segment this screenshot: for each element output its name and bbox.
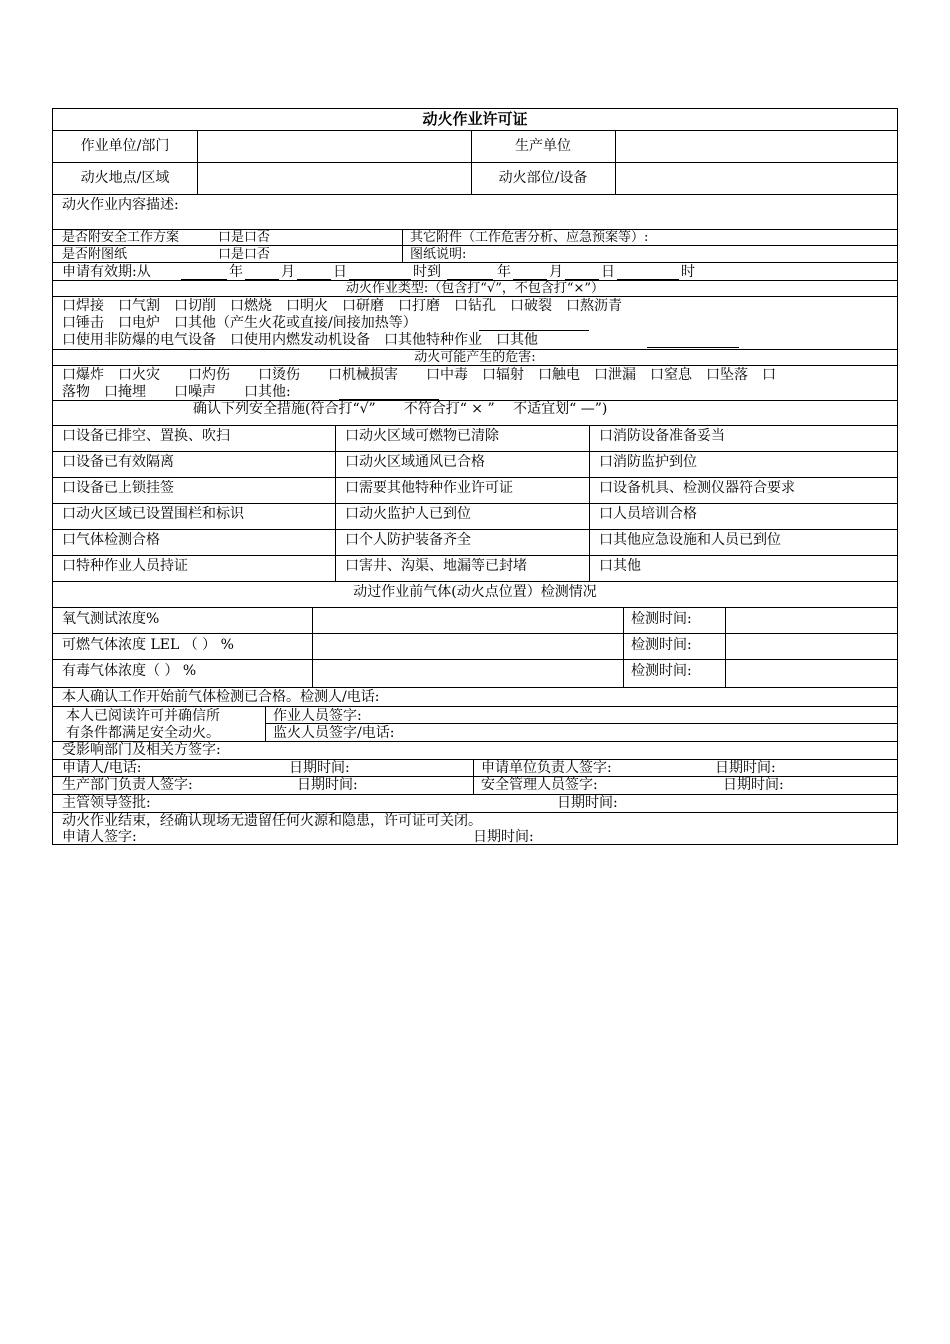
measure-item: 口害井、沟渠、地漏等已封堵	[345, 558, 527, 574]
applicant-signature-label: 申请人签字:	[62, 829, 137, 845]
fire-watcher-signature-label: 监火人员签字/电话:	[273, 725, 395, 741]
measure-item: 口人员培训合格	[599, 506, 697, 522]
measure-item: 口动火区域已设置围栏和标识	[62, 506, 244, 522]
form-title: 动火作业许可证	[422, 110, 528, 128]
measure-item: 口消防设备准备妥当	[599, 428, 725, 444]
description-label: 动火作业内容描述:	[62, 197, 179, 213]
affected-departments-signature: 受影响部门及相关方签字:	[62, 742, 221, 758]
read-permit-statement-2: 有条件都满足安全动火。	[66, 725, 220, 741]
validity-month: 月	[281, 264, 295, 280]
other-attachment-label: 其它附件（工作危害分析、应急预案等）:	[410, 230, 649, 245]
oxygen-concentration-label: 氧气测试浓度%	[62, 611, 160, 627]
measure-item: 口个人防护装备齐全	[345, 532, 471, 548]
work-type-line-1: 口焊接 口气割 口切削 口燃烧 口明火 口研磨 口打磨 口钻孔 口破裂 口熬沥青	[62, 298, 622, 314]
gas-test-confirmation: 本人确认工作开始前气体检测已合格。检测人/电话:	[62, 689, 380, 705]
measure-item: 口设备机具、检测仪器符合要求	[599, 480, 795, 496]
measure-item: 口其他应急设施和人员已到位	[599, 532, 781, 548]
detection-time-label: 检测时间:	[631, 611, 692, 627]
date-time-label: 日期时间:	[473, 829, 534, 845]
divider	[53, 555, 897, 556]
date-time-label: 日期时间:	[289, 760, 350, 776]
drawing-question: 是否附图纸 口是口否	[62, 247, 271, 262]
drawing-description-label: 图纸说明:	[410, 247, 467, 262]
safety-manager-label: 安全管理人员签字:	[481, 777, 598, 793]
validity-month-end: 月	[549, 264, 563, 280]
measure-item: 口动火监护人已到位	[345, 506, 471, 522]
toxic-gas-label: 有毒气体浓度（ ） %	[62, 663, 197, 679]
divider	[265, 723, 897, 724]
safety-plan-question: 是否附安全工作方案 口是口否	[62, 230, 271, 245]
validity-from-label: 申请有效期:从	[62, 264, 151, 280]
measure-item: 口设备已有效隔离	[62, 454, 174, 470]
validity-day-end: 日	[601, 264, 615, 280]
divider	[53, 687, 897, 688]
measure-item: 口设备已上锁挂签	[62, 480, 174, 496]
divider	[53, 451, 897, 452]
read-permit-statement-1: 本人已阅读许可并确信所	[66, 708, 220, 724]
detection-time-label: 检测时间:	[631, 663, 692, 679]
blank-line	[479, 330, 589, 331]
hot-work-permit-form	[52, 108, 898, 845]
applicant-unit-head-label: 申请单位负责人签字:	[481, 760, 612, 776]
divider	[53, 706, 897, 707]
date-time-label: 日期时间:	[715, 760, 776, 776]
divider	[53, 245, 897, 246]
hazards-line-1: 口爆炸 口火灾 口灼伤 口烫伤 口机械损害 口中毒 口辐射 口触电 口泄漏 口窒息 口坠落 口	[62, 367, 776, 383]
divider	[53, 659, 897, 660]
divider	[725, 607, 726, 687]
work-type-header: 动火作业类型:（包含打“√”，不包含打“×”）	[345, 281, 605, 296]
divider	[53, 581, 897, 582]
divider	[53, 794, 897, 795]
part-label: 动火部位/设备	[498, 170, 588, 186]
divider	[53, 296, 897, 297]
worker-signature-label: 作业人员签字:	[273, 708, 362, 724]
divider	[53, 477, 897, 478]
measure-item: 口动火区域通风已合格	[345, 454, 485, 470]
divider	[53, 130, 897, 131]
measure-item: 口其他	[599, 558, 641, 574]
combustible-gas-label: 可燃气体浓度 LEL （ ） %	[62, 637, 234, 653]
measures-header: 确认下列安全措施(符合打“√” 不符合打“ × ” 不适宜划“ —”)	[193, 401, 608, 417]
measure-item: 口消防监护到位	[599, 454, 697, 470]
divider	[53, 607, 897, 608]
blank-line	[647, 347, 739, 348]
divider	[53, 194, 897, 195]
date-time-label: 日期时间:	[297, 777, 358, 793]
applicant-phone-label: 申请人/电话:	[62, 760, 142, 776]
date-time-label: 日期时间:	[723, 777, 784, 793]
measure-item: 口需要其他特种作业许可证	[345, 480, 513, 496]
work-type-line-2: 口锤击 口电炉 口其他（产生火花或直接/间接加热等）	[62, 315, 417, 331]
divider	[53, 633, 897, 634]
divider	[53, 503, 897, 504]
divider	[53, 365, 897, 366]
measure-item: 口动火区域可燃物已清除	[345, 428, 499, 444]
work-close-statement: 动火作业结束，经确认现场无遗留任何火源和隐患，许可证可关闭。	[62, 813, 482, 829]
divider	[53, 529, 897, 530]
divider	[312, 607, 313, 687]
hazards-line-2: 落物 口掩埋 口噪声 口其他:	[62, 384, 291, 400]
divider	[53, 425, 897, 426]
gas-detection-header: 动过作业前气体(动火点位置）检测情况	[353, 584, 597, 600]
validity-year: 年	[229, 264, 243, 280]
validity-day: 日	[333, 264, 347, 280]
measure-item: 口设备已排空、置换、吹扫	[62, 428, 230, 444]
detection-time-label: 检测时间:	[631, 637, 692, 653]
measure-item: 口气体检测合格	[62, 532, 160, 548]
work-type-line-3: 口使用非防爆的电气设备 口使用内燃发动机设备 口其他特种作业 口其他	[62, 332, 538, 348]
production-unit-label: 生产单位	[515, 138, 571, 154]
validity-to-label: 时到	[413, 264, 441, 280]
leader-approval-label: 主管领导签批:	[62, 795, 151, 811]
divider	[623, 607, 624, 687]
production-head-label: 生产部门负责人签字:	[62, 777, 193, 793]
location-label: 动火地点/区域	[80, 170, 170, 186]
measure-item: 口特种作业人员持证	[62, 558, 188, 574]
unit-label: 作业单位/部门	[80, 138, 170, 154]
validity-hour-end: 时	[681, 264, 695, 280]
divider	[53, 162, 897, 163]
date-time-label: 日期时间:	[557, 795, 618, 811]
validity-year-end: 年	[497, 264, 511, 280]
hazards-header: 动火可能产生的危害:	[414, 350, 536, 365]
divider	[53, 262, 897, 263]
